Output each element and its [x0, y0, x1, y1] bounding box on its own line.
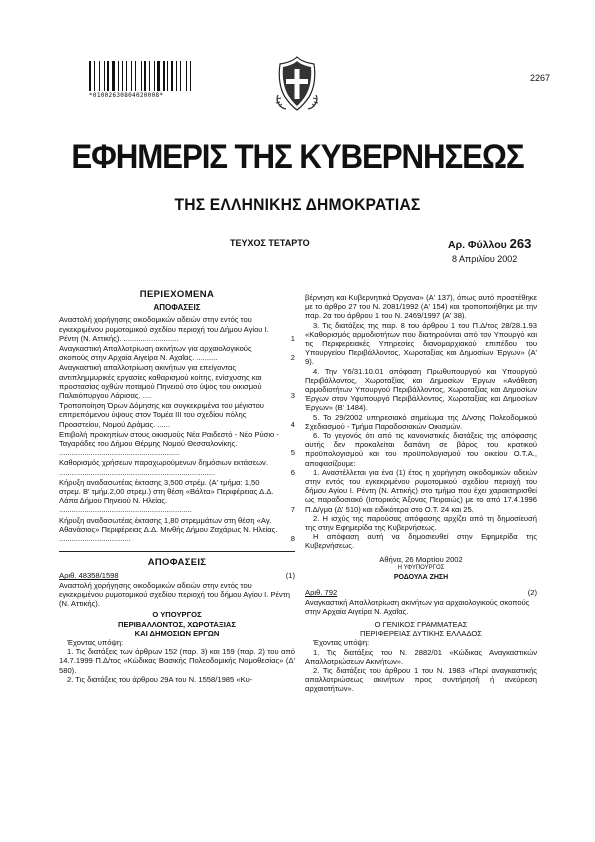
barcode-bar: [135, 61, 136, 91]
toc-entry-text: Αναγκαστική Απαλλοτρίωση ακινήτων για αρχαιολογικούς σκοπούς στην Αρχαία Αιγείρα Ν. Αχαΐας. ..........: [59, 344, 252, 363]
barcode: [89, 61, 193, 91]
barcode-bar: [171, 61, 173, 91]
signature-name: ΡΟΔΟΥΛΑ ΖΗΣΗ: [393, 574, 449, 582]
barcode-bar: [149, 61, 150, 91]
toc-entry-text: Κήρυξη αναδασωτέας έκτασης 1,80 στρεμμάτων στη θέση «Αγ. Αθανάσιος» Περιφέρειας Δ.Δ. Μινθής Δήμου Ζαχάρως Ν. Ηλείας. ..................................: [59, 515, 278, 544]
barcode-bar: [176, 61, 177, 91]
barcode-bar: [161, 61, 162, 91]
barcode-bar: [124, 61, 125, 91]
barcode-bar: [126, 61, 127, 91]
toc-entry-page: 3: [290, 391, 295, 401]
decision-2-header: [305, 588, 537, 597]
barcode-bar: [142, 61, 143, 91]
toc-heading: ΠΕΡΙΕΧΟΜΕΝΑ: [139, 289, 215, 300]
toc-entry: [59, 516, 295, 544]
barcode-bar: [166, 61, 167, 91]
decision-1-authority-1: Ο ΥΠΟΥΡΓΟΣ: [152, 610, 202, 620]
barcode-bar: [133, 61, 134, 91]
barcode-bar: [106, 61, 107, 91]
decision-2-ref: Αριθ. 792: [305, 588, 338, 598]
barcode-bar: [118, 61, 119, 91]
toc-entry-page: 2: [290, 353, 295, 363]
toc-entry-page: 6: [290, 467, 295, 477]
barcode-bar: [122, 61, 123, 91]
toc-entry: [59, 363, 295, 400]
barcode-bar: [157, 61, 160, 91]
barcode-bar: [147, 61, 148, 91]
toc-entry-text: Αναγκαστική απαλλοτρίωση ακινήτων για επείγοντας αντιπλημμυρικές εργασίες καθαρισμού κοίτης, ενίσχυσης και προστασίας οχθών ποταμού Πηνειού στο ύψος του οικισμού Παλαιόπυργου Λάρισας. ....: [59, 363, 262, 401]
decision-1-summary: Αναστολή χορήγησης οικοδομικών αδειών στην εντός του εγκεκριμένου ρυμοτομικού σχεδίου περιοχή του δήμου Αγίου Ι. Ρέντη (Ν. Αττικής).: [59, 580, 290, 609]
barcode-bar: [116, 61, 117, 91]
decision-1-ref: Αριθ. 48358/1598: [59, 571, 119, 581]
toc-entry-page: 8: [290, 534, 295, 544]
barcode-bar: [155, 61, 156, 91]
decision-2-summary: Αναγκαστική Απαλλοτρίωση ακινήτων για αρχαιολογικούς σκοπούς στην Αρχαία Αιγείρα Ν. Αχαΐας.: [305, 597, 530, 616]
barcode-bar: [192, 61, 193, 91]
gazette-subtitle: ΤΗΣ ΕΛΛΗΝΙΚΗΣ ΔΗΜΟΚΡΑΤΙΑΣ: [174, 195, 421, 214]
toc-entry-text: Καθορισμός χρήσεων παραχωρούμενων δημόσιων εκτάσεων. ..........................................................................: [59, 458, 268, 477]
barcode-bar: [190, 61, 192, 91]
barcode-bar: [128, 61, 130, 91]
toc-entry-page: 5: [290, 448, 295, 458]
barcode-bar: [92, 61, 93, 91]
decision-1-paragraph-4: 4. Την Υ6/31.10.01 απόφαση Πρωθυπουργού και Υπουργού Περιβάλλοντος, Χωροταξίας και Δημοσίων Έργων «Ανάθεση αρμοδιοτήτων Υπουργού Περιβάλλοντος, Χωροταξίας και Δημοσίων Έργων στον Υφυπουργό Περιβάλλοντος, Χωροταξίας και Δημοσίων Έργων» (Β' 1484).: [305, 366, 537, 413]
decision-1-paragraph-2-cont: βέρνηση και Κυβερνητικά Όργανα» (Α' 137), όπως αυτό προστέθηκε με το άρθρο 27 του Ν. 2081/1992 (Α' 154) και τροποποιήθηκε με την παρ. 2α του άρθρου 1 του Ν. 2469/1997 (Α' 38).: [305, 293, 537, 321]
decision-1-paragraph-6: 6. Το γεγονός ότι από τις κανονιστικές διατάξεις της απόφασης αυτής δεν προκαλείται δαπάνη σε βάρος του κρατικού προϋπολογισμού και του προϋπολογισμού του οικείου Ο.Τ.Α., αποφασίζουμε:: [305, 431, 537, 468]
section-divider: [59, 551, 295, 552]
toc-entry: [59, 430, 295, 458]
barcode-bar: [94, 61, 95, 91]
toc-entry-text: Κήρυξη αναδασωτέας έκτασης 3,500 στρέμ. (Α' τμήμα: 1,50 στρεμ. Β' τμήμ.2,00 στρεμ.) στη θέση «Βάλτα» Περιφέρειας Δ.Δ. Λάπα Δήμου Πηνειού Ν. Ηλείας. ...............................................................: [59, 477, 274, 515]
decision-1-header: [59, 571, 295, 580]
decision-1-number: (1): [285, 571, 295, 581]
barcode-bar: [188, 61, 189, 91]
toc-entry-page: 7: [290, 505, 295, 515]
decision-2-paragraph-2: 2. Τις διατάξεις του άρθρου 1 του Ν. 1983 «Περί αναγκαστικής απαλλοτριώσεως ακινήτων προς συντήρησή ή ανεύρεση αρχαιοτήτων».: [305, 665, 537, 694]
decision-2-authority-2: ΠΕΡΙΦΕΡΕΙΑΣ ΔΥΤΙΚΗΣ ΕΛΛΑΔΟΣ: [360, 629, 482, 639]
decision-1-authority-2: ΠΕΡΙΒΑΛΛΟΝΤΟΣ, ΧΩΡΟΤΑΞΙΑΣ: [118, 619, 236, 629]
barcode-number: *01002630804020008*: [89, 92, 164, 99]
decision-1-paragraph-5: 5. Το 29/2002 υπηρεσιακό σημείωμα της Δ/νσης Πολεοδομικού Σχεδιασμού - Τμήμα Παραδοσιακών Οικισμών.: [305, 412, 537, 431]
decision-1-article-2: 2. Η ισχύς της παρούσας απόφασης αρχίζει από τη δημοσίευσή της στην Εφημερίδα της Κυβερνήσεως.: [305, 513, 537, 533]
considering-label: Έχοντας υπόψη:: [67, 637, 124, 647]
signature-role: Η ΥΦΥΠΟΥΡΓΟΣ: [397, 564, 445, 571]
decision-1-publication: Η απόφαση αυτή να δημοσιευθεί στην Εφημερίδα της Κυβερνήσεως.: [305, 532, 537, 551]
barcode-bar: [169, 61, 170, 91]
decision-1-authority-3: ΚΑΙ ΔΗΜΟΣΙΩΝ ΕΡΓΩΝ: [134, 628, 220, 638]
barcode-bar: [141, 61, 142, 91]
barcode-bar: [119, 61, 121, 91]
signature-place-date: Αθήνα, 26 Μαρτίου 2002: [379, 554, 463, 564]
decision-1-paragraph-3: 3. Τις διατάξεις της παρ. 8 του άρθρου 1 του Π.Δ/τος 28/28.1.93 «Καθορισμός αρμοδιοτήτων που διατηρούνται από τον Υπουργό και τις Περιφερειακές Υπηρεσίες διανομαρχιακού επιπέδου του Υπουργείου Περιβάλλοντος, Χωροταξίας και Δημοσίων Έργων» (Α' 9).: [305, 320, 537, 367]
sheet-number-value: 263: [509, 236, 532, 251]
page-number: 2267: [530, 73, 551, 83]
toc-subheading: ΑΠΟΦΑΣΕΙΣ: [153, 303, 201, 313]
barcode-bar: [182, 61, 185, 91]
toc-entry: [59, 344, 295, 362]
barcode-bar: [163, 61, 165, 91]
decision-2-paragraph-1: 1. Τις διατάξεις του Ν. 2882/01 «Κώδικας Αναγκαστικών Απαλλοτριώσεων Ακινήτων».: [305, 647, 537, 666]
toc-entry-text: Τροποποίηση Όρων Δόμησης και συγκεκριμένα του μέγιστου επιτρεπόμενου ύψους στον Τομέα III του σχεδίου πόλης Προαστείου, Νομού Δράμας. ......: [59, 401, 264, 429]
toc-entry: [59, 315, 295, 343]
decision-2-number: (2): [527, 588, 537, 598]
barcode-bar: [154, 61, 155, 91]
barcode-bar: [99, 61, 100, 91]
barcode-bar: [110, 61, 111, 91]
barcode-bar: [131, 61, 133, 91]
sheet-number: [448, 236, 531, 251]
barcode-bar: [178, 61, 180, 91]
toc-list: [59, 315, 295, 543]
issue-date: 8 Απριλίου 2002: [452, 254, 518, 264]
issue-part: ΤΕΥΧΟΣ ΤΕΤΑΡΤΟ: [230, 238, 310, 248]
toc-entry-text: Επιβολή προκηπίων στους οικισμούς Νέα Ραιδεστό - Νέο Ρύσιο - Ταγαράδες του Δήμου Θέρμης Νομού Θεσσαλονίκης. .........................................................: [59, 429, 279, 458]
toc-entry-page: 4: [290, 419, 295, 429]
toc-entry: [59, 401, 295, 429]
decision-1-paragraph-1: 1. Τις διατάξεις των άρθρων 152 (παρ. 3) και 159 (παρ. 2) του από 14.7.1999 Π.Δ/τος «Κώδικας Βασικής Πολεοδομικής Νομοθεσίας» (Δ' 580).: [59, 647, 295, 675]
gazette-title: ΕΦΗΜΕΡΙΣ ΤΗΣ ΚΥΒΕΡΝΗΣΕΩΣ: [71, 138, 524, 176]
barcode-bar: [137, 61, 140, 91]
barcode-bar: [151, 61, 153, 91]
coat-of-arms-icon: [272, 55, 322, 113]
toc-entry-page: 1: [290, 333, 295, 343]
toc-entry: [59, 458, 295, 476]
decision-1-paragraph-2: 2. Τις διατάξεις του άρθρου 29Α του Ν. 1558/1985 «Κυ-: [67, 674, 253, 684]
barcode-bar: [167, 61, 168, 91]
decision-1-article-1: 1. Αναστέλλεται για ένα (1) έτος η χορήγηση οικοδομικών αδειών στην εντός του εγκεκριμένου ρυμοτομικού σχεδίου περιοχή του δήμου Αγίου Ι. Ρέντη (Ν. Αττικής) στο τμήμα που έχει χαρακτηρισθεί ως παραδοσιακό (Ιστορικός Άξονας Πειραιώς) με το από 17.4.1996 Π.Δ/γμα (Δ' 510) και ειδικότερα στο Ο.Τ. 24 και 25.: [305, 467, 537, 514]
decision-2-authority-1: Ο ΓΕΝΙΚΟΣ ΓΡΑΜΜΑΤΕΑΣ: [374, 619, 468, 629]
barcode-bar: [144, 61, 146, 91]
barcode-bar: [180, 61, 181, 91]
decisions-heading: ΑΠΟΦΑΣΕΙΣ: [147, 557, 207, 569]
barcode-bar: [186, 61, 187, 91]
right-column: [305, 293, 537, 694]
decision-2-considering: Έχοντας υπόψη:: [313, 638, 370, 648]
barcode-bar: [107, 61, 109, 91]
left-column: [59, 290, 295, 684]
barcode-bar: [89, 61, 91, 91]
barcode-bar: [101, 61, 103, 91]
barcode-bar: [112, 61, 115, 91]
barcode-bar: [95, 61, 98, 91]
toc-entry-text: Αναστολή χορήγησης οικοδομικών αδειών στην εντός του εγκεκριμένου ρυμοτομικού σχεδίου περιοχή του Δήμου Αγίου Ι. Ρέντη (Ν. Αττικής). ..........................: [59, 315, 269, 343]
barcode-bar: [174, 61, 175, 91]
sheet-label: Αρ. Φύλλου: [448, 239, 507, 251]
toc-entry: [59, 478, 295, 515]
barcode-bar: [104, 61, 105, 91]
